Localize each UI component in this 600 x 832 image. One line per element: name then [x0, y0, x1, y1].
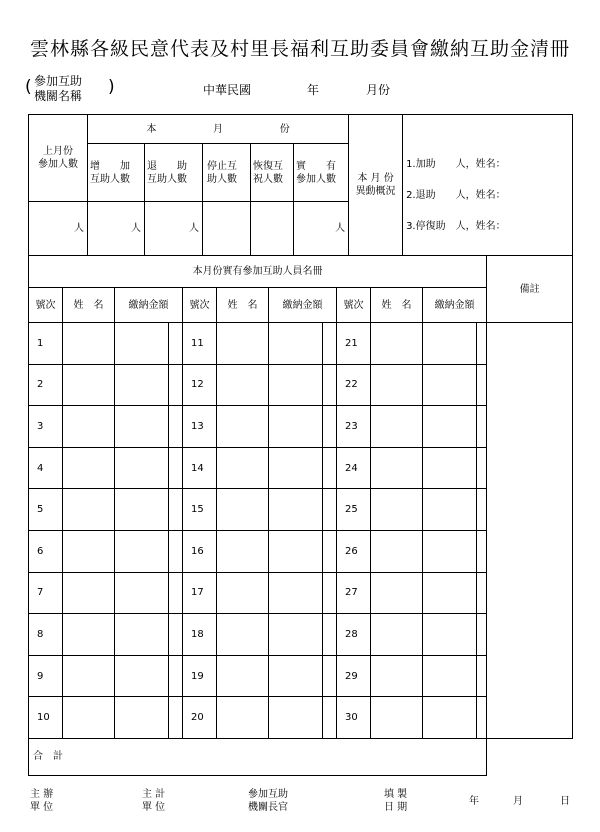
name-cell[interactable]	[63, 614, 115, 656]
row-number: 19	[183, 655, 217, 697]
row-number: 17	[183, 572, 217, 614]
amount-extra-cell[interactable]	[323, 447, 337, 489]
summary-table	[28, 114, 573, 256]
name-cell[interactable]	[217, 364, 269, 406]
amount-cell[interactable]	[269, 447, 323, 489]
amount-cell[interactable]	[269, 655, 323, 697]
actual-count-cell[interactable]: 人	[294, 202, 349, 256]
row-number: 30	[337, 697, 371, 739]
row-number: 13	[183, 406, 217, 448]
col-actual: 實 有 參加人數	[294, 144, 349, 202]
added-count-cell[interactable]: 人	[88, 202, 145, 256]
name-cell[interactable]	[371, 447, 423, 489]
name-cell[interactable]	[371, 406, 423, 448]
sig-agency-head: 參加互助 機關長官	[248, 789, 288, 813]
amount-extra-cell[interactable]	[477, 572, 487, 614]
name-cell[interactable]	[217, 572, 269, 614]
amount-cell[interactable]	[269, 530, 323, 572]
amount-extra-cell[interactable]	[477, 364, 487, 406]
row-number: 27	[337, 572, 371, 614]
amount-cell[interactable]	[269, 323, 323, 365]
roc-label: 中華民國	[203, 83, 252, 97]
sig-accounting-unit: 主 計 單 位	[142, 789, 166, 813]
amount-cell[interactable]	[423, 614, 477, 656]
name-cell[interactable]	[371, 530, 423, 572]
amount-cell[interactable]	[115, 447, 169, 489]
amount-extra-cell[interactable]	[477, 697, 487, 739]
name-cell[interactable]	[371, 364, 423, 406]
member-list-table	[28, 255, 573, 776]
name-cell[interactable]	[371, 323, 423, 365]
name-cell[interactable]	[63, 489, 115, 531]
amount-cell[interactable]	[423, 655, 477, 697]
amount-extra-cell[interactable]	[323, 572, 337, 614]
name-cell[interactable]	[63, 406, 115, 448]
year-label: 年	[307, 83, 320, 97]
amount-extra-cell[interactable]	[169, 697, 183, 739]
list-col-headers: 號次 姓 名 繳納金額 號次 姓 名 繳納金額 號次 姓 名 繳納金額	[29, 288, 573, 323]
name-cell[interactable]	[63, 572, 115, 614]
row-number: 8	[29, 614, 63, 656]
name-cell[interactable]	[217, 323, 269, 365]
amount-cell[interactable]	[115, 655, 169, 697]
withdrawn-count-cell[interactable]: 人	[145, 202, 203, 256]
row-number: 21	[337, 323, 371, 365]
amount-extra-cell[interactable]	[169, 655, 183, 697]
list-heading: 本月份實有參加互助人員名冊	[29, 256, 487, 288]
org-label-line2: 機關名稱	[34, 89, 83, 103]
name-cell[interactable]	[63, 697, 115, 739]
amount-cell[interactable]	[423, 406, 477, 448]
prev-month-header: 上月份 參加人數	[29, 115, 88, 202]
amount-cell[interactable]	[269, 697, 323, 739]
change-details: 1.加助 人，姓名： 2.退助 人，姓名： 3.停復助 人，姓名：	[403, 115, 573, 256]
amount-cell[interactable]	[115, 323, 169, 365]
name-cell[interactable]	[63, 364, 115, 406]
name-cell[interactable]	[217, 530, 269, 572]
row-number: 24	[337, 447, 371, 489]
footer-day: 日	[560, 796, 570, 807]
change-header: 本 月 份 異動概況	[349, 115, 403, 256]
amount-extra-cell[interactable]	[323, 614, 337, 656]
name-cell[interactable]	[371, 697, 423, 739]
row-number: 6	[29, 530, 63, 572]
footer-month: 月	[513, 796, 523, 807]
amount-cell[interactable]	[115, 364, 169, 406]
col-restored: 恢復互 祝人數	[251, 144, 294, 202]
amount-extra-cell[interactable]	[169, 364, 183, 406]
amount-extra-cell[interactable]	[323, 489, 337, 531]
form-title: 雲林縣各級民意代表及村里長福利互助委員會繳納互助金清冊	[29, 38, 570, 60]
amount-cell[interactable]	[115, 406, 169, 448]
restored-count-cell[interactable]	[251, 202, 294, 256]
row-number: 22	[337, 364, 371, 406]
col-added: 增 加 互助人數	[88, 144, 145, 202]
row-number: 28	[337, 614, 371, 656]
amount-cell[interactable]	[423, 364, 477, 406]
amount-extra-cell[interactable]	[477, 406, 487, 448]
row-number: 14	[183, 447, 217, 489]
remarks-header: 備註	[487, 256, 573, 323]
row-number: 18	[183, 614, 217, 656]
amount-cell[interactable]	[269, 572, 323, 614]
amount-extra-cell[interactable]	[169, 614, 183, 656]
this-month-header: 本 月 份	[88, 115, 349, 144]
amount-cell[interactable]	[269, 364, 323, 406]
amount-extra-cell[interactable]	[477, 614, 487, 656]
name-cell[interactable]	[371, 572, 423, 614]
amount-cell[interactable]	[115, 530, 169, 572]
amount-extra-cell[interactable]	[477, 323, 487, 365]
amount-extra-cell[interactable]	[169, 572, 183, 614]
amount-cell[interactable]	[423, 447, 477, 489]
paren-open: (	[25, 77, 32, 97]
amount-extra-cell[interactable]	[323, 323, 337, 365]
row-number: 23	[337, 406, 371, 448]
org-label-line1: 參加互助	[34, 74, 83, 88]
row-number: 26	[337, 530, 371, 572]
row-number: 4	[29, 447, 63, 489]
amount-cell[interactable]	[115, 697, 169, 739]
amount-cell[interactable]	[115, 489, 169, 531]
name-cell[interactable]	[371, 489, 423, 531]
stopped-count-cell[interactable]	[203, 202, 251, 256]
amount-extra-cell[interactable]	[323, 364, 337, 406]
total-label: 合 計	[29, 738, 487, 775]
row-number: 20	[183, 697, 217, 739]
name-cell[interactable]	[63, 655, 115, 697]
amount-cell[interactable]	[269, 489, 323, 531]
name-cell[interactable]	[63, 447, 115, 489]
row-number: 25	[337, 489, 371, 531]
amount-cell[interactable]	[115, 572, 169, 614]
name-cell[interactable]	[371, 614, 423, 656]
row-number: 11	[183, 323, 217, 365]
amount-extra-cell[interactable]	[169, 530, 183, 572]
sig-host-unit: 主 辦 單 位	[30, 789, 54, 813]
amount-cell[interactable]	[269, 406, 323, 448]
row-number: 1	[29, 323, 63, 365]
name-cell[interactable]	[217, 447, 269, 489]
table-row	[29, 323, 573, 365]
row-number: 29	[337, 655, 371, 697]
col-stopped: 停止互 助人數	[203, 144, 251, 202]
row-number: 2	[29, 364, 63, 406]
amount-cell[interactable]	[423, 323, 477, 365]
amount-extra-cell[interactable]	[323, 530, 337, 572]
amount-extra-cell[interactable]	[169, 323, 183, 365]
paren-close: )	[108, 77, 115, 97]
row-number: 12	[183, 364, 217, 406]
amount-extra-cell[interactable]	[477, 447, 487, 489]
amount-extra-cell[interactable]	[477, 655, 487, 697]
name-cell[interactable]	[63, 323, 115, 365]
name-cell[interactable]	[217, 614, 269, 656]
month-label: 月份	[366, 83, 391, 97]
name-cell[interactable]	[217, 697, 269, 739]
name-cell[interactable]	[63, 530, 115, 572]
amount-extra-cell[interactable]	[323, 697, 337, 739]
amount-cell[interactable]	[423, 489, 477, 531]
row-number: 5	[29, 489, 63, 531]
name-cell[interactable]	[217, 489, 269, 531]
amount-extra-cell[interactable]	[477, 530, 487, 572]
amount-extra-cell[interactable]	[169, 447, 183, 489]
name-cell[interactable]	[217, 406, 269, 448]
amount-extra-cell[interactable]	[169, 489, 183, 531]
amount-cell[interactable]	[269, 614, 323, 656]
amount-cell[interactable]	[423, 530, 477, 572]
total-row	[29, 738, 573, 775]
amount-extra-cell[interactable]	[169, 406, 183, 448]
sig-fill-date: 填 製 日 期	[384, 789, 408, 813]
row-number: 16	[183, 530, 217, 572]
footer-year: 年	[469, 796, 479, 807]
row-number: 3	[29, 406, 63, 448]
amount-cell[interactable]	[115, 614, 169, 656]
remarks-cell[interactable]	[487, 323, 573, 739]
row-number: 10	[29, 697, 63, 739]
amount-extra-cell[interactable]	[323, 655, 337, 697]
row-number: 7	[29, 572, 63, 614]
prev-count-cell[interactable]: 人	[29, 202, 88, 256]
amount-extra-cell[interactable]	[477, 489, 487, 531]
name-cell[interactable]	[371, 655, 423, 697]
row-number: 15	[183, 489, 217, 531]
col-withdrawn: 退 助 互助人數	[145, 144, 203, 202]
amount-cell[interactable]	[423, 572, 477, 614]
amount-extra-cell[interactable]	[323, 406, 337, 448]
amount-cell[interactable]	[423, 697, 477, 739]
name-cell[interactable]	[217, 655, 269, 697]
row-number: 9	[29, 655, 63, 697]
